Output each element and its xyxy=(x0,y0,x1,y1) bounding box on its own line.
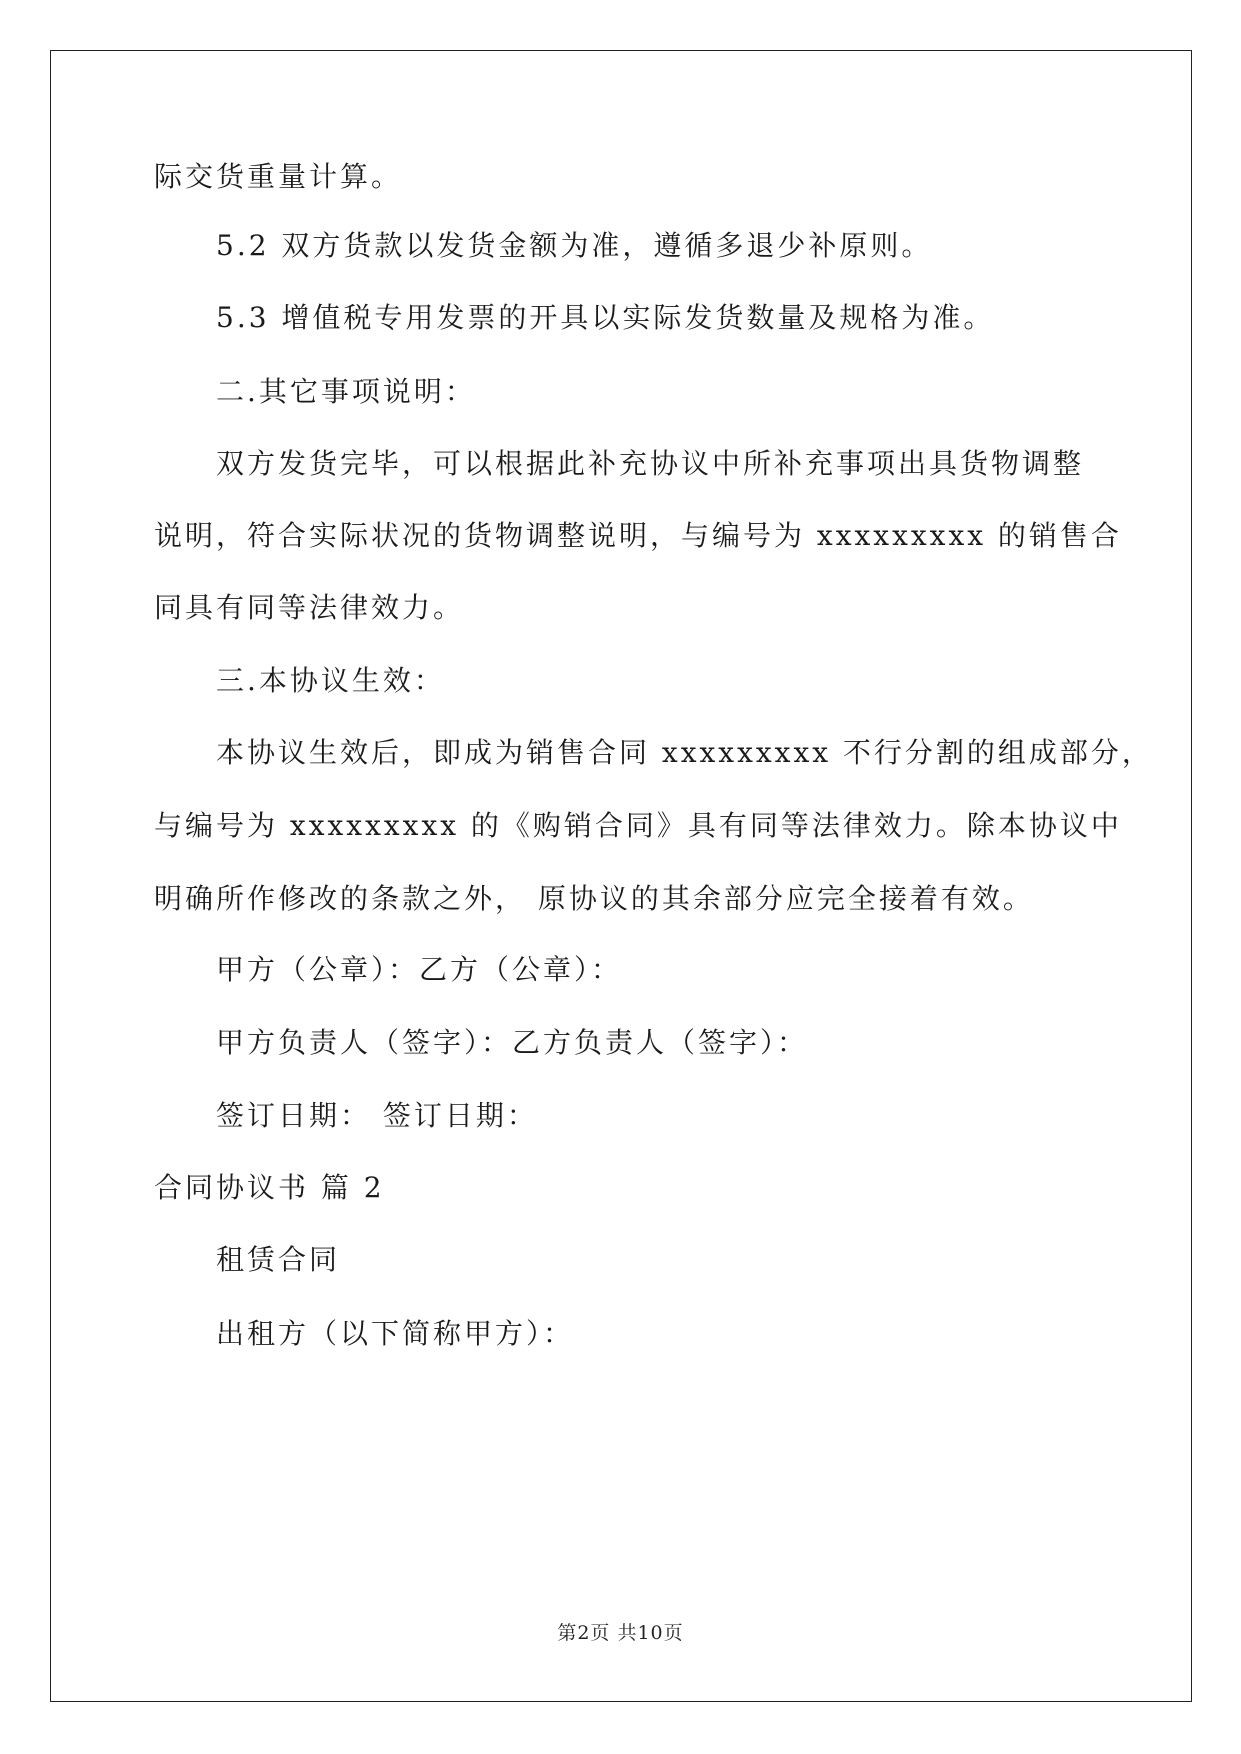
text-line-2: 5.2 双方货款以发货金额为准，遵循多退少补原则。 xyxy=(216,229,933,262)
signature-person-line: 甲方负责人（签字）：乙方负责人（签字）： xyxy=(216,1026,809,1059)
contract-title: 租赁合同 xyxy=(216,1243,341,1276)
text-line-10: 与编号为 xxxxxxxxx 的《购销合同》具有同等法律效力。除本协议中 xyxy=(154,809,1122,842)
signature-seal-line: 甲方（公章）：乙方（公章）： xyxy=(216,953,623,986)
text-line-7: 同具有同等法律效力。 xyxy=(154,591,465,624)
text-line-11: 明确所作修改的条款之外， 原协议的其余部分应完全接着有效。 xyxy=(154,882,1034,915)
lessor-line: 出租方（以下简称甲方）： xyxy=(216,1317,575,1350)
signature-date-line: 签订日期： 签订日期： xyxy=(216,1099,538,1132)
text-line-1: 际交货重量计算。 xyxy=(154,160,403,193)
section-heading-effective: 三.本协议生效： xyxy=(216,664,445,697)
text-line-5: 双方发货完毕，可以根据此补充协议中所补充事项出具货物调整 xyxy=(216,447,1085,480)
section-heading-other-matters: 二.其它事项说明： xyxy=(216,375,476,408)
text-line-9: 本协议生效后，即成为销售合同 xxxxxxxxx 不行分割的组成部分， xyxy=(216,736,1153,769)
text-line-3: 5.3 增值税专用发票的开具以实际发货数量及规格为准。 xyxy=(216,301,995,334)
text-line-6: 说明，符合实际状况的货物调整说明，与编号为 xxxxxxxxx 的销售合 xyxy=(154,519,1122,552)
article-title: 合同协议书 篇 2 xyxy=(154,1171,385,1204)
page-number-footer: 第2页 共10页 xyxy=(557,1622,684,1644)
